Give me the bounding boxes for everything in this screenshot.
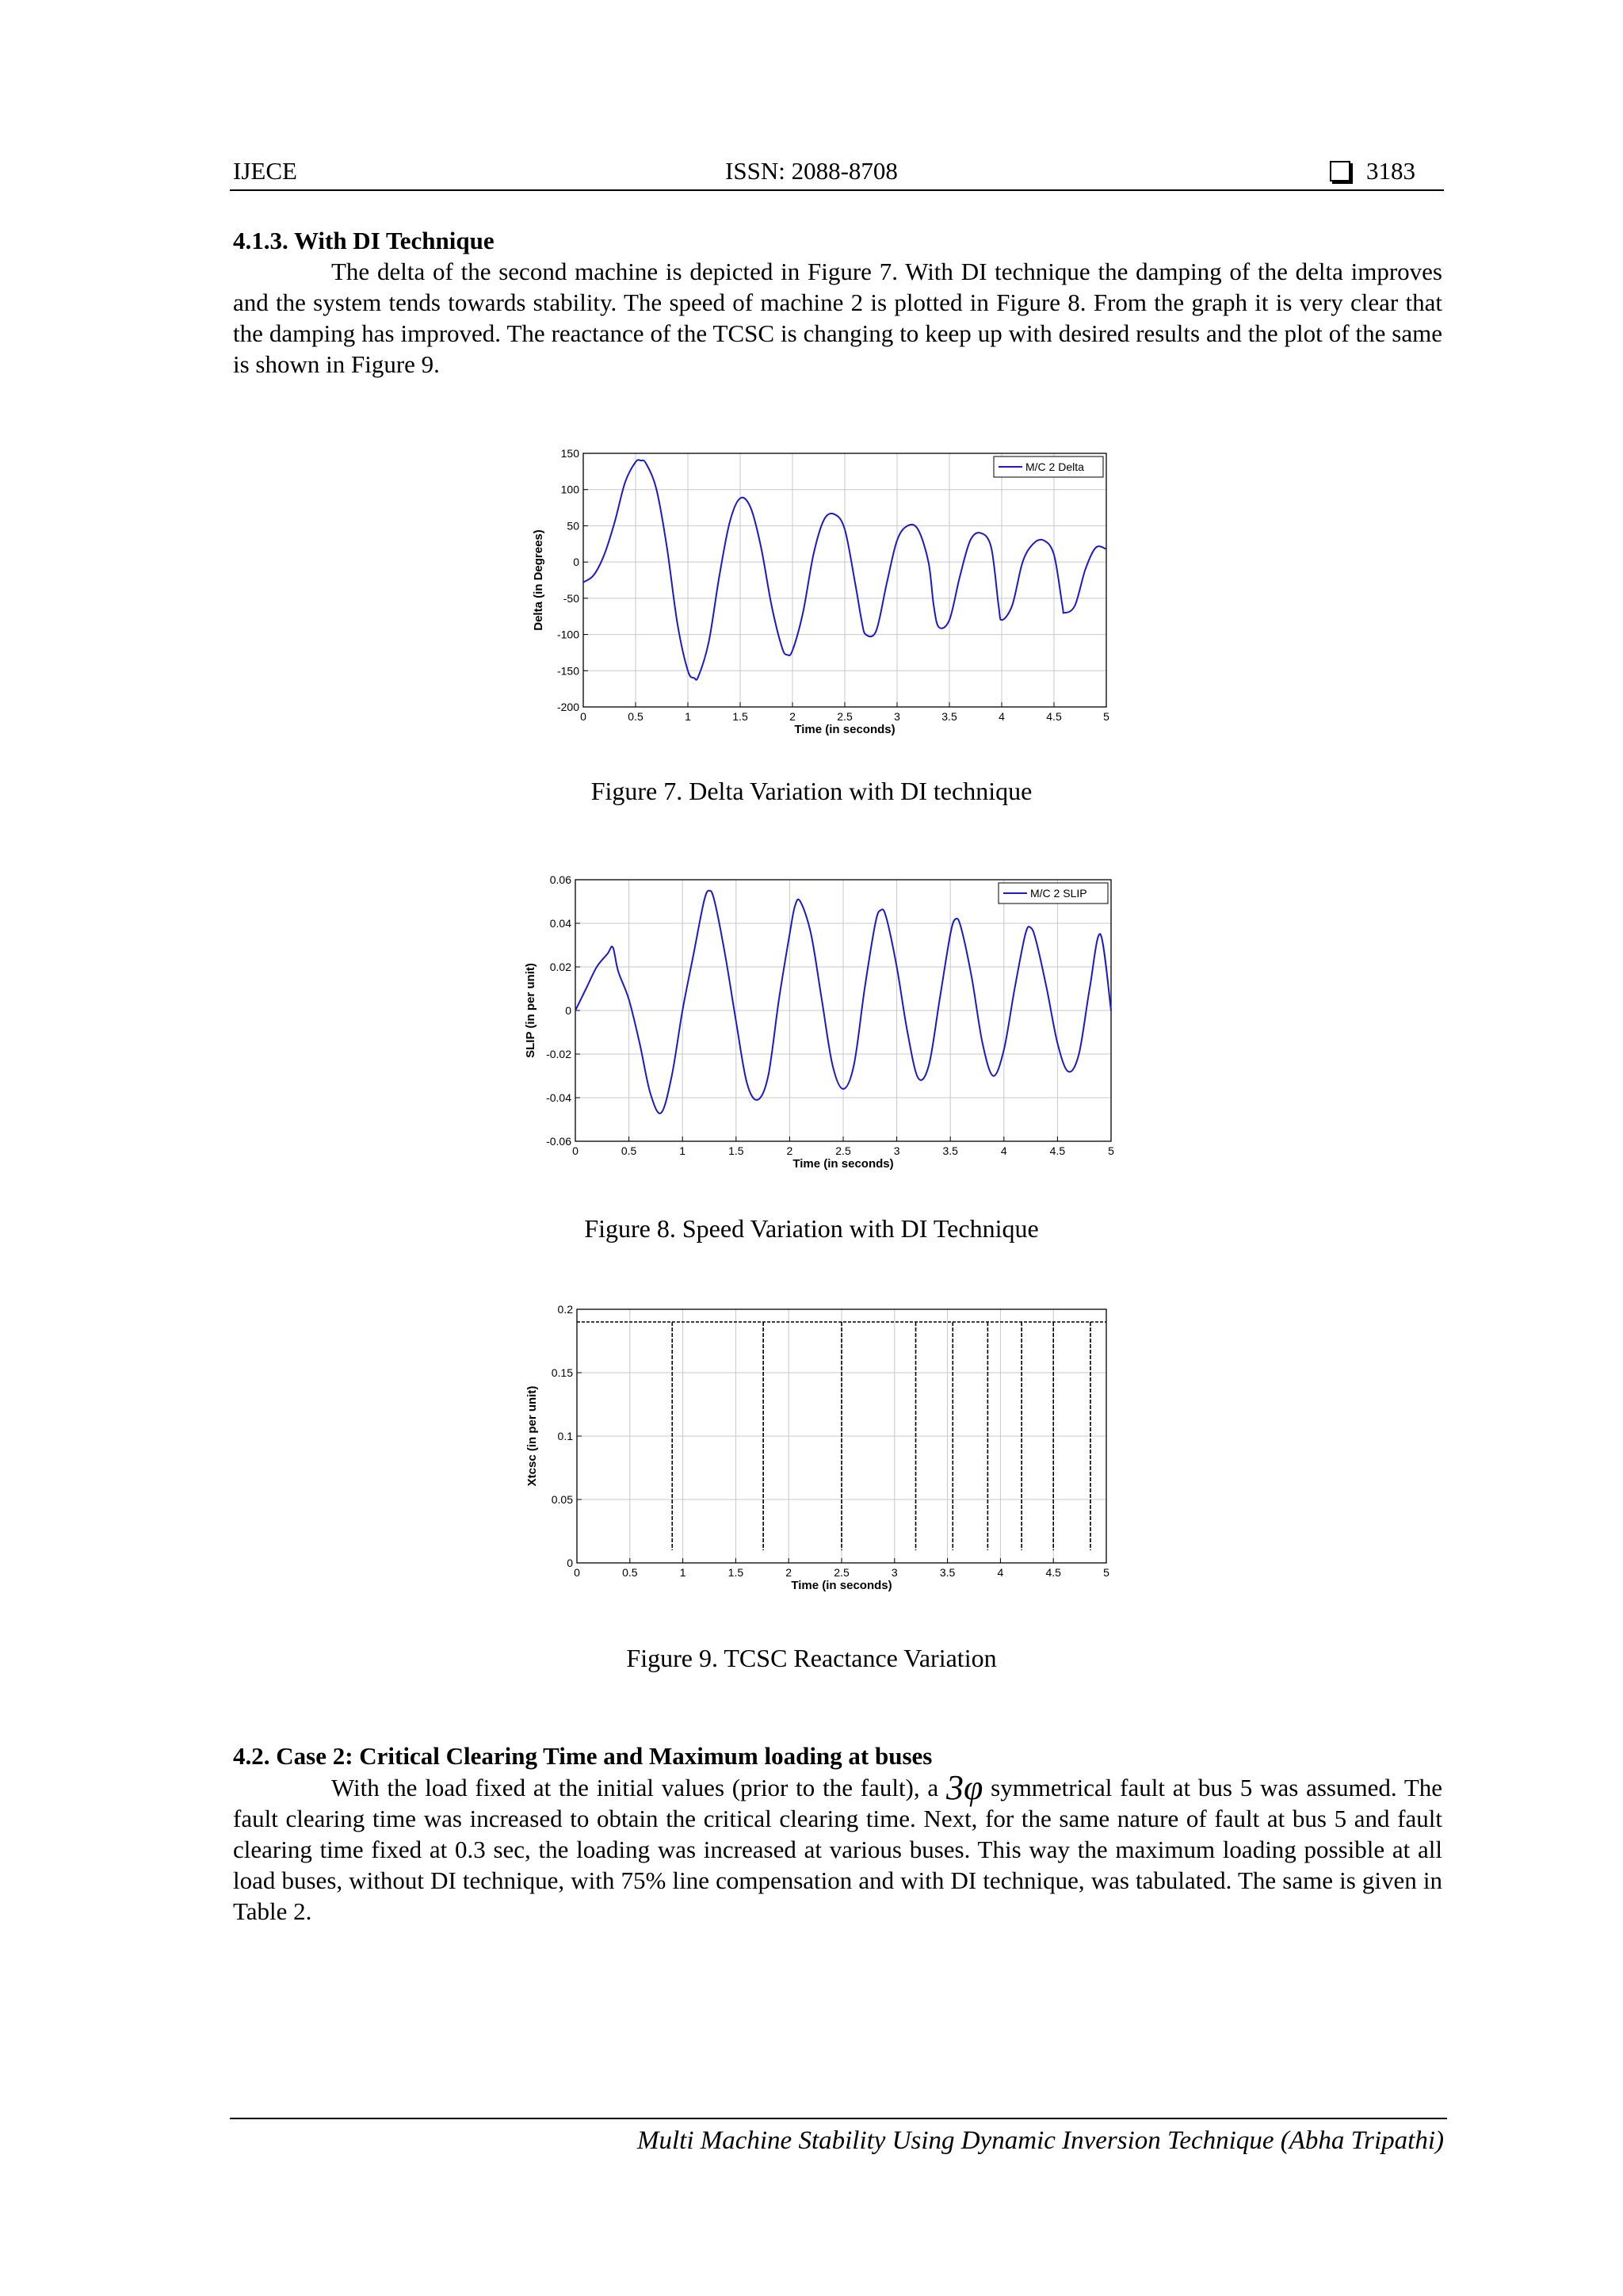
- x-axis-label: Time (in seconds): [794, 723, 896, 736]
- x-tick-label: 1: [679, 1566, 686, 1579]
- x-tick-label: 3: [891, 1566, 898, 1579]
- three-phase-symbol: 3φ: [945, 1768, 983, 1807]
- x-tick-label: 1: [679, 1144, 686, 1157]
- y-tick-label: 150: [560, 447, 579, 460]
- y-tick-label: 50: [567, 519, 579, 533]
- y-axis-label: Xtcsc (in per unit): [525, 1385, 539, 1487]
- x-tick-label: 0.5: [628, 710, 643, 723]
- page-number-block: [1330, 155, 1415, 187]
- y-tick-label: 0.06: [549, 873, 571, 886]
- y-tick-label: 0.15: [551, 1366, 573, 1379]
- figure-9-caption: Figure 9. TCSC Reactance Variation: [626, 1644, 997, 1672]
- x-tick-label: 0: [574, 1566, 580, 1579]
- x-tick-label: 1.5: [732, 710, 748, 723]
- y-tick-label: 0.2: [557, 1303, 573, 1316]
- issn: ISSN: 2088-8708: [725, 157, 898, 185]
- y-axis-label: Delta (in Degrees): [532, 529, 545, 631]
- section-title-4-1-3: 4.1.3. With DI Technique: [233, 227, 495, 254]
- square-bullet-icon: [1330, 161, 1350, 181]
- x-tick-label: 2.5: [837, 710, 853, 723]
- x-tick-label: 2.5: [834, 1566, 850, 1579]
- y-tick-label: -50: [563, 591, 579, 605]
- section-4-2-paragraph: [233, 1768, 1443, 1927]
- x-tick-label: 4.5: [1049, 1144, 1066, 1157]
- header-rule: [230, 189, 1444, 191]
- y-tick-label: 0.04: [549, 917, 571, 930]
- y-tick-label: -0.02: [546, 1048, 571, 1060]
- y-tick-label: -200: [556, 701, 579, 713]
- x-tick-label: 1.5: [727, 1566, 744, 1579]
- x-tick-label: 2: [789, 710, 796, 723]
- x-tick-label: 1: [685, 710, 691, 723]
- y-tick-label: -0.04: [546, 1091, 571, 1104]
- figure-8-chart: [523, 865, 1141, 1190]
- x-tick-label: 4: [997, 1566, 1004, 1579]
- x-tick-label: 3.5: [942, 1144, 958, 1157]
- para-text-after: symmetrical fault at bus 5 was assumed. The fault clearing time was increased to obtain the critical clearing time. Next, for the same nature of fault at bus 5 and fault clearing time fixed at 0.3 sec, the loading was increased at various buses. This way the maximum loading possible at all load buses, without DI technique, with 75% line compensation and with DI technique, was tabulated. The same is given in Table 2.: [233, 1774, 1443, 1925]
- y-tick-label: 0: [573, 556, 579, 569]
- x-tick-label: 0: [580, 710, 586, 723]
- figure-7-chart: [523, 437, 1125, 755]
- legend-label: M/C 2 SLIP: [1030, 887, 1087, 900]
- journal-name: IJECE: [233, 157, 297, 185]
- page-number: 3183: [1366, 157, 1415, 185]
- footer-text: Multi Machine Stability Using Dynamic Inversion Technique (Abha Tripathi): [637, 2126, 1444, 2155]
- section-4-1-3-paragraph: The delta of the second machine is depicted in Figure 7. With DI technique the damping of the delta improves and the system tends towards stability. The speed of machine 2 is plotted in Figure 8. From the graph it is very clear that the damping has improved. The reactance of the TCSC is changing to keep up with desired results and the plot of the same is shown in Figure 9.: [233, 258, 1442, 378]
- x-tick-label: 2.5: [835, 1144, 851, 1157]
- y-tick-label: 0.02: [549, 961, 571, 973]
- x-tick-label: 3.5: [939, 1566, 956, 1579]
- x-tick-label: 4.5: [1046, 710, 1062, 723]
- para-text-before: With the load fixed at the initial values (prior to the fault), a: [331, 1774, 939, 1801]
- figure-8-caption: Figure 8. Speed Variation with DI Technique: [584, 1214, 1039, 1243]
- y-tick-label: 0.05: [551, 1493, 573, 1506]
- x-tick-label: 3: [894, 710, 900, 723]
- figure-9-chart: [523, 1300, 1141, 1617]
- x-tick-label: 0: [572, 1144, 579, 1157]
- x-tick-label: 5: [1108, 1144, 1114, 1157]
- x-tick-label: 5: [1103, 710, 1109, 723]
- section-title-4-2: 4.2. Case 2: Critical Clearing Time and Maximum loading at buses: [233, 1742, 933, 1770]
- x-tick-label: 0.5: [622, 1566, 638, 1579]
- y-tick-label: -150: [556, 664, 579, 678]
- x-axis-label: Time (in seconds): [792, 1157, 894, 1171]
- y-axis-label: SLIP (in per unit): [524, 963, 537, 1058]
- x-tick-label: 5: [1103, 1566, 1109, 1579]
- y-tick-label: 0: [565, 1004, 571, 1017]
- x-tick-label: 3: [893, 1144, 900, 1157]
- footer-rule: [230, 2118, 1447, 2119]
- y-tick-label: 100: [560, 483, 579, 496]
- x-tick-label: 0.5: [621, 1144, 637, 1157]
- y-tick-label: -0.06: [546, 1135, 571, 1148]
- x-axis-label: Time (in seconds): [791, 1579, 892, 1592]
- x-tick-label: 2: [786, 1144, 793, 1157]
- x-tick-label: 1.5: [728, 1144, 744, 1157]
- x-tick-label: 4: [1000, 1144, 1007, 1157]
- y-tick-label: 0.1: [557, 1430, 573, 1442]
- x-tick-label: 4: [999, 710, 1005, 723]
- x-tick-label: 2: [785, 1566, 792, 1579]
- legend-label: M/C 2 Delta: [1025, 460, 1084, 473]
- figure-7-caption: Figure 7. Delta Variation with DI technique: [590, 777, 1033, 805]
- y-tick-label: 0: [567, 1557, 573, 1569]
- x-tick-label: 3.5: [941, 710, 957, 723]
- x-tick-label: 4.5: [1045, 1566, 1061, 1579]
- y-tick-label: -100: [556, 628, 579, 641]
